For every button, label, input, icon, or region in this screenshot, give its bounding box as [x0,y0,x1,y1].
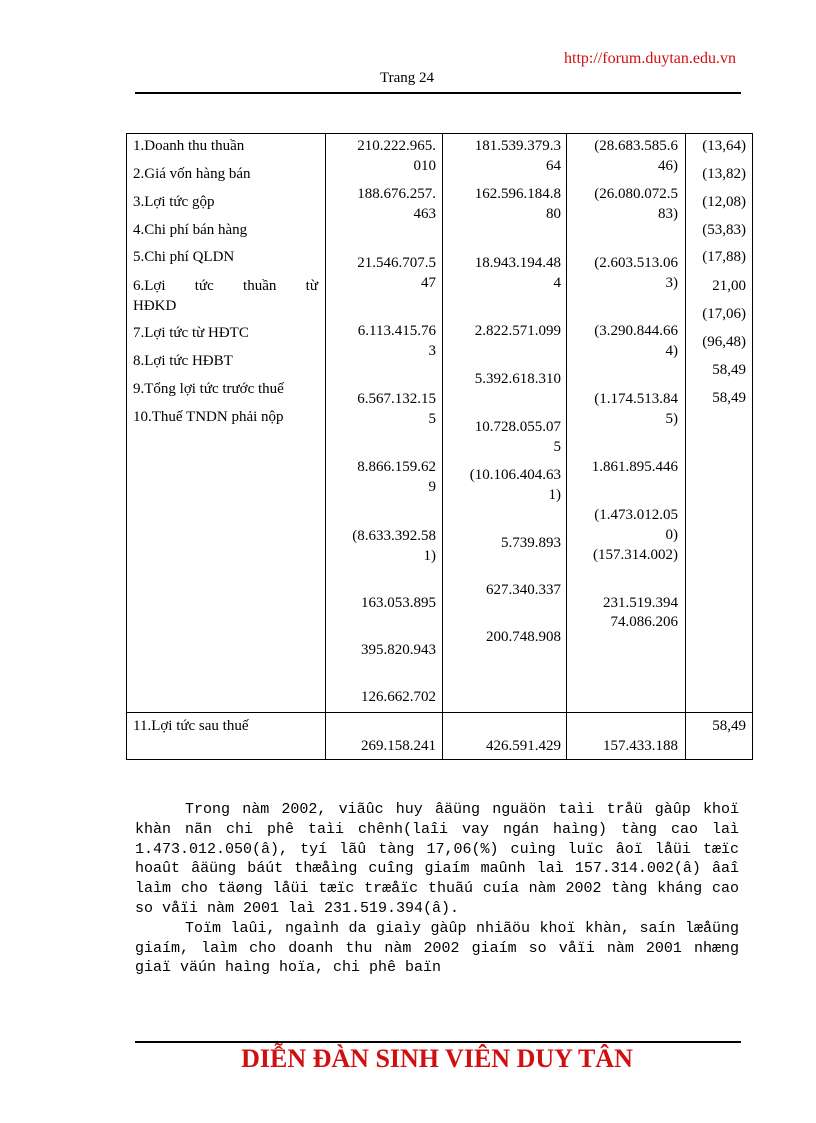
row-label: 8.Lợi tức HĐBT [133,353,233,369]
cell-value: 3) [665,275,678,291]
cell-value: 10.728.055.07 [474,419,561,435]
row-label: 2.Giá vốn hàng bán [133,166,251,182]
cell-value: (1.174.513.84 [594,391,678,407]
cell-value: (28.683.585.6 [594,138,678,154]
row-label: 9.Tổng lợi tức trước thuế [133,381,284,397]
header-divider [135,92,741,94]
table-row [127,134,753,713]
cell-value: (96,48) [702,334,746,350]
cell-value: 231.519.394 [603,595,678,611]
cell-value: 58,49 [712,718,746,734]
table-row [127,713,753,760]
cell-value: 395.820.943 [361,642,436,658]
cell-value: 8.866.159.62 [357,459,436,475]
cell-value: (17,06) [702,306,746,322]
cell-value: (1.473.012.05 [594,507,678,523]
cell-value: (8.633.392.58 [352,528,436,544]
row-label: 3.Lợi tức gộp [133,194,215,210]
cell-value: (13,64) [702,138,746,154]
cell-value: 1.861.895.446 [591,459,678,475]
cell-value: 47 [421,275,436,291]
cell-value: 157.433.188 [603,738,678,754]
cell-value: 6.567.132.15 [357,391,436,407]
cell-value: 5.392.618.310 [474,371,561,387]
percent-column [686,134,753,713]
row-label: 1.Doanh thu thuần [133,138,245,154]
cell-value: 126.662.702 [361,689,436,705]
cell-value: 5 [428,411,436,427]
cell-value: 181.539.379.3 [474,138,561,154]
cell-value: 210.222.965. [357,138,436,154]
cell-value: 74.086.206 [610,614,678,630]
cell-value: 463 [413,206,436,222]
cell-value: (13,82) [702,166,746,182]
last-row-cell [443,713,567,760]
cell-value: 58,49 [712,362,746,378]
paragraph: Trong nàm 2002, viãûc huy âäüng nguäön taìi tråü gàûp khoï khàn nãn chi phê taìi chênh(laîi vay ngán haìng) tàng cao laì 1.473.012.050(â), tyí lãû tàng 17,06(%) cuìng luïc âoï låüi tæïc hoaût âäüng báút thæåìng cuîng giaím maûnh laì 157.314.002(â) âaî laìm cho täøng låüi tæïc træåïc thuãú cuía nàm 2002 tàng kháng cao so våïi nàm 2001 laì 231.519.394(â). [135,801,739,917]
label-word: tức [194,278,214,294]
cell-value: 4 [553,275,561,291]
last-row-label-cell [127,713,326,760]
cell-value: (12,08) [702,194,746,210]
value-column-2 [443,134,567,713]
cell-value: 9 [428,479,436,495]
cell-value: 200.748.908 [486,629,561,645]
cell-value: 46) [658,158,678,174]
cell-value: (17,88) [702,249,746,265]
row-label: HĐKD [133,298,177,314]
row-label: 10.Thuế TNDN phải nộp [133,409,284,425]
body-text [135,800,739,978]
cell-value: 80 [546,206,561,222]
row-label: 11.Lợi tức sau thuế [133,718,249,734]
row-label: 5.Chi phí QLDN [133,249,235,265]
cell-value: 5.739.893 [501,535,561,551]
cell-value: 3 [428,343,436,359]
cell-value: 5 [553,439,561,455]
row-label-justified [133,277,318,297]
last-row-cell [686,713,753,760]
page-number: Trang 24 [380,70,435,86]
cell-value: 21.546.707.5 [357,255,436,271]
value-column-1 [326,134,443,713]
cell-value: 269.158.241 [361,738,436,754]
label-column [127,134,326,713]
label-word: 6.Lợi [133,278,166,294]
cell-value: 010 [413,158,436,174]
cell-value: (157.314.002) [593,547,678,563]
source-url[interactable]: http://forum.duytan.edu.vn [564,50,736,67]
cell-value: 627.340.337 [486,582,561,598]
cell-value: 64 [546,158,561,174]
cell-value: 1) [423,548,436,564]
cell-value: 21,00 [712,278,746,294]
cell-value: 0) [665,527,678,543]
cell-value: 4) [665,343,678,359]
cell-value: 18.943.194.48 [474,255,561,271]
paragraph: Toïm laûi, ngaình da giaìy gàûp nhiãöu khoï khàn, saín læåüng giaím, laìm cho doanh thu nàm 2002 giaím so våïi nàm 2001 nhæng giaï väún haìng hoïa, chi phê baïn [135,919,739,977]
label-word: thuần [243,278,277,294]
cell-value: 188.676.257. [357,186,436,202]
cell-value: 5) [665,411,678,427]
last-row-cell [326,713,443,760]
cell-value: 426.591.429 [486,738,561,754]
cell-value: (26.080.072.5 [594,186,678,202]
cell-value: (2.603.513.06 [594,255,678,271]
cell-value: 2.822.571.099 [474,323,561,339]
cell-value: 83) [658,206,678,222]
cell-value: 1) [548,487,561,503]
cell-value: (10.106.404.63 [469,467,561,483]
cell-value: 6.113.415.76 [357,323,436,339]
cell-value: 163.053.895 [361,595,436,611]
row-label: 4.Chi phí bán hàng [133,222,248,238]
row-label: 7.Lợi tức từ HĐTC [133,325,249,341]
label-word: từ [305,278,318,294]
footer-title: DIỄN ĐÀN SINH VIÊN DUY TÂN [241,1044,633,1073]
financial-table [126,133,753,760]
footer-divider [135,1041,741,1043]
last-row-cell [567,713,686,760]
cell-value: (3.290.844.66 [594,323,678,339]
cell-value: 58,49 [712,390,746,406]
value-column-3 [567,134,686,713]
cell-value: (53,83) [702,222,746,238]
cell-value: 162.596.184.8 [474,186,561,202]
